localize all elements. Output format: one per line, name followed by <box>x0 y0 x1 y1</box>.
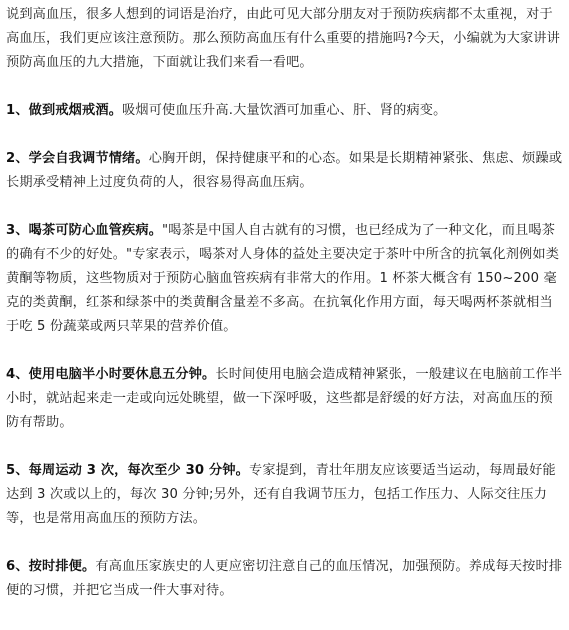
tip-heading: 3、喝茶可防心血管疾病。 <box>6 223 163 238</box>
tip-body: 吸烟可使血压升高.大量饮酒可加重心、肝、肾的病变。 <box>122 103 447 118</box>
tip-body: 专家提到，青壮年朋友应该要适当运动，每周最好能达到 3 次或以上的，每次 30 分钟;另外，还有自我调节压力，包括工作压力、人际交往压力等，也是常用高血压的预防方法。 <box>6 463 556 526</box>
tip-paragraph-2 <box>6 147 563 195</box>
tip-paragraph-3 <box>6 219 563 339</box>
tip-paragraph-1 <box>6 99 563 123</box>
tip-body: 有高血压家族史的人更应密切注意自己的血压情况，加强预防。养成每天按时排便的习惯，并把它当成一件大事对待。 <box>6 559 563 598</box>
tip-heading: 2、学会自我调节情绪。 <box>6 151 149 166</box>
tip-heading: 1、做到戒烟戒酒。 <box>6 103 123 118</box>
tip-body: 心胸开朗，保持健康平和的心态。如果是长期精神紧张、焦虑、烦躁或长期承受精神上过度负荷的人，很容易得高血压病。 <box>6 151 563 190</box>
tip-body: 长时间使用电脑会造成精神紧张，一般建议在电脑前工作半小时，就站起来走一走或向远处眺望，做一下深呼吸，这些都是舒缓的好方法，对高血压的预防有帮助。 <box>6 367 563 430</box>
intro-paragraph: 说到高血压，很多人想到的词语是治疗，由此可见大部分朋友对于预防疾病都不太重视，对于高血压，我们更应该注意预防。那么预防高血压有什么重要的措施吗?今天，小编就为大家讲讲预防高血压的九大措施，下面就让我们来看一看吧。 <box>6 7 560 70</box>
tip-heading: 4、使用电脑半小时要休息五分钟。 <box>6 367 216 382</box>
tip-body: "喝茶是中国人自古就有的习惯，也已经成为了一种文化，而且喝茶的确有不少的好处。"专家表示，喝茶对人身体的益处主要决定于茶叶中所含的抗氧化剂例如类黄酮等物质，这些物质对于预防心脑血管疾病有非常大的作用。1 杯茶大概含有 150~200 毫克的类黄酮，红茶和绿茶中的类黄酮含量差不多高。在抗氧化作用方面，每天喝两杯茶就相当于吃 5 份蔬菜或两只苹果的营养价值。 <box>6 223 560 334</box>
tip-heading: 6、按时排便。 <box>6 559 96 574</box>
tip-paragraph-4 <box>6 363 563 435</box>
tip-paragraph-5 <box>6 459 563 531</box>
tip-heading: 5、每周运动 3 次，每次至少 30 分钟。 <box>6 463 249 478</box>
tip-paragraph-6 <box>6 555 563 603</box>
